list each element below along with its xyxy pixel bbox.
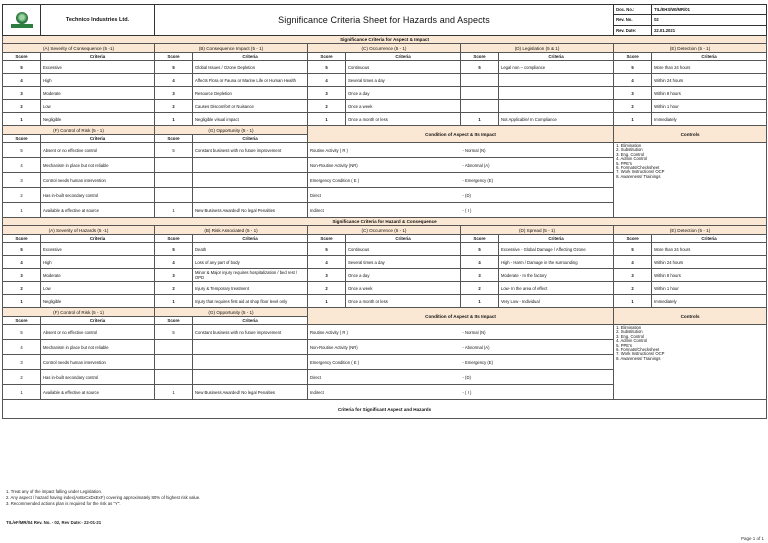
criteria-header: Criteria	[499, 235, 614, 243]
criteria-row	[3, 282, 767, 295]
control-item: 8. Awareness/ Trainings	[616, 355, 661, 361]
section-heading: (E) Detection (5 - 1)	[614, 226, 767, 235]
score-value: 2	[461, 282, 499, 295]
criteria-text: New Business Awarded/ No legal Penalties	[193, 385, 308, 400]
controls-list	[614, 325, 767, 400]
criteria-header: Criteria	[193, 235, 308, 243]
condition-text: Emergency Condition ( E )	[308, 173, 461, 188]
control-item: 2. Substitution	[616, 329, 643, 335]
section-row	[3, 308, 767, 317]
score-value: 1	[308, 113, 346, 126]
score-value: 4	[3, 340, 41, 355]
score-value: 2	[3, 100, 41, 113]
criteria-text: Low	[41, 282, 155, 295]
condition-text: Routine Activity ( R )	[308, 325, 461, 340]
criteria-text: Once a week	[346, 100, 461, 113]
section-heading: (A) Severity of Consequence (5 -1)	[3, 44, 155, 53]
criteria-text: High	[41, 74, 155, 87]
criteria-text: Once a month or less	[346, 113, 461, 126]
criteria-text: Absent or no effective control	[41, 143, 155, 158]
criteria-text	[193, 355, 308, 370]
criteria-text: Within 1 hour	[652, 100, 767, 113]
score-value: 1	[3, 295, 41, 308]
note-2: 2. Any aspect / hazard having index(AxBxCxDxExF) covering approximately 80% of highest risk value.	[6, 495, 201, 500]
condition-code: - (D)	[461, 188, 614, 203]
score-value: 1	[3, 203, 41, 218]
score-header: Score	[155, 235, 193, 243]
control-item: 5. PPE's	[616, 342, 632, 348]
score-value: 1	[155, 113, 193, 126]
notes	[6, 489, 200, 507]
criteria-row	[3, 256, 767, 269]
section-heading: (G) Opportunity (5 - 1)	[155, 126, 308, 135]
section-heading: (E) Detection (5 - 1)	[614, 44, 767, 53]
criteria-text	[193, 340, 308, 355]
criteria-text: Available & effective at source	[41, 203, 155, 218]
score-value	[461, 87, 499, 100]
control-row	[3, 325, 767, 340]
score-value: 3	[308, 87, 346, 100]
criteria-header: Criteria	[193, 317, 308, 325]
criteria-text: Negligible visual impact	[193, 113, 308, 126]
logo-cell	[3, 5, 41, 36]
score-value: 5	[308, 61, 346, 74]
section-heading: (C) Occurrence (5 - 1)	[308, 226, 461, 235]
score-value: 2	[3, 282, 41, 295]
page-title: Significance Criteria Sheet for Hazards and Aspects	[155, 5, 614, 36]
criteria-header: Criteria	[652, 235, 767, 243]
condition-code: - Emergency (E)	[461, 173, 614, 188]
criteria-text: Several times a day	[346, 256, 461, 269]
criteria-text: Once a week	[346, 282, 461, 295]
column-header-row	[3, 235, 767, 243]
score-value	[155, 355, 193, 370]
criteria-header: Criteria	[193, 53, 308, 61]
criteria-text: Immediately	[652, 295, 767, 308]
criteria-text: Legal non – compliance	[499, 61, 614, 74]
score-header: Score	[461, 53, 499, 61]
page-number: Page 1 of 1	[740, 536, 764, 541]
rev-date-label: Rev. Date:	[614, 25, 652, 35]
control-item: 3. Eng. Control	[616, 151, 644, 157]
score-value: 4	[614, 256, 652, 269]
criteria-text: Excessive	[41, 61, 155, 74]
criteria-text: Within 8 hours	[652, 269, 767, 282]
section-heading: (F) Control of Risk (5 - 1)	[3, 126, 155, 135]
score-value: 2	[614, 282, 652, 295]
rev-no-value: 02	[652, 15, 767, 25]
score-value: 5	[461, 61, 499, 74]
column-header-row	[3, 53, 767, 61]
section-heading: (D) Spread (5 - 1)	[461, 226, 614, 235]
significant-band-row	[3, 400, 767, 419]
score-value: 3	[461, 269, 499, 282]
score-value	[155, 158, 193, 173]
score-value: 5	[155, 61, 193, 74]
score-value	[461, 74, 499, 87]
score-value: 3	[3, 87, 41, 100]
section-heading: (B) Risk Associated (5 - 1)	[155, 226, 308, 235]
score-header: Score	[3, 235, 41, 243]
criteria-text	[193, 370, 308, 385]
note-3: 3. Recommended actions plan is required for the risk as "Y".	[6, 501, 121, 506]
criteria-header: Criteria	[41, 235, 155, 243]
criteria-text: Mechanism in place but not reliable	[41, 158, 155, 173]
score-header: Score	[155, 135, 193, 143]
sheet-table	[2, 4, 767, 419]
criteria-row	[3, 243, 767, 256]
criteria-text	[499, 87, 614, 100]
criteria-text: Moderate - In the factory	[499, 269, 614, 282]
score-value: 4	[3, 74, 41, 87]
criteria-text	[499, 100, 614, 113]
criteria-header: Criteria	[499, 53, 614, 61]
criteria-text: Minor & Major injury requires hospitalization / bed rest / OPD	[193, 269, 308, 282]
score-value: 2	[155, 282, 193, 295]
criteria-text: Has in-built secondary control	[41, 370, 155, 385]
criteria-header: Criteria	[193, 135, 308, 143]
score-value: 3	[155, 87, 193, 100]
significant-band: Criteria for Significant Aspect and Hazards	[3, 400, 767, 419]
condition-code: - Normal (N)	[461, 143, 614, 158]
criteria-header: Criteria	[41, 317, 155, 325]
criteria-text: Affects Flora or Fauna or Marine Life or Human Health	[193, 74, 308, 87]
company-logo-icon	[11, 12, 33, 28]
control-item: 4. Admin Control	[616, 338, 648, 344]
criteria-text	[193, 173, 308, 188]
control-row	[3, 143, 767, 158]
score-value: 2	[3, 188, 41, 203]
score-value	[155, 173, 193, 188]
criteria-text: Not Applicable/ In Compliance	[499, 113, 614, 126]
criteria-text	[499, 74, 614, 87]
doc-no-label: Doc. No.:	[614, 5, 652, 15]
score-header: Score	[155, 317, 193, 325]
control-item: 4. Admin Control	[616, 156, 648, 162]
score-value: 2	[614, 100, 652, 113]
criteria-text: More than 24 hours	[652, 243, 767, 256]
criteria-text: Causes Discomfort or Nuisance	[193, 100, 308, 113]
criteria-text: Very Low - Individual	[499, 295, 614, 308]
criteria-text: Within 24 hours	[652, 74, 767, 87]
condition-text: Non-Routine Activity (NR)	[308, 340, 461, 355]
control-item: 6. Formats/Checksheet	[616, 165, 660, 171]
criteria-text	[193, 158, 308, 173]
section-heading: (B) Consequence Impact (5 - 1)	[155, 44, 308, 53]
score-value: 3	[614, 269, 652, 282]
rev-no-label: Rev. No.	[614, 15, 652, 25]
company-name: Technico Industries Ltd.	[41, 5, 155, 36]
criteria-text: Loss of any part of body	[193, 256, 308, 269]
score-value: 4	[155, 256, 193, 269]
score-value: 2	[3, 370, 41, 385]
criteria-text: Injury & Temporary treatment	[193, 282, 308, 295]
criteria-text	[193, 188, 308, 203]
criteria-text: Absent or no effective control	[41, 325, 155, 340]
score-value: 5	[308, 243, 346, 256]
score-value: 3	[614, 87, 652, 100]
condition-text: Indirect	[308, 203, 461, 218]
score-value: 4	[614, 74, 652, 87]
score-value: 5	[3, 61, 41, 74]
criteria-text: Negligible	[41, 113, 155, 126]
score-value: 3	[3, 269, 41, 282]
criteria-text: Constant business with no future improvement	[193, 325, 308, 340]
criteria-row	[3, 100, 767, 113]
criteria-header: Criteria	[346, 235, 461, 243]
criteria-text: Injury that requires first aid at shop floor level only	[193, 295, 308, 308]
criteria-text: Negligible	[41, 295, 155, 308]
score-value: 5	[3, 325, 41, 340]
score-value: 5	[155, 325, 193, 340]
condition-text: Direct	[308, 188, 461, 203]
control-item: 6. Formats/Checksheet	[616, 347, 660, 353]
condition-code: - Normal (N)	[461, 325, 614, 340]
section-row	[3, 44, 767, 53]
criteria-row	[3, 295, 767, 308]
score-value	[155, 370, 193, 385]
score-value: 4	[3, 158, 41, 173]
score-value: 5	[155, 143, 193, 158]
score-value: 2	[308, 282, 346, 295]
condition-code: - ( I )	[461, 203, 614, 218]
criteria-text: Moderate	[41, 269, 155, 282]
control-item: 8. Awareness/ Trainings	[616, 173, 661, 179]
criteria-text: Low- In the area of effect	[499, 282, 614, 295]
score-header: Score	[308, 53, 346, 61]
score-value: 1	[3, 113, 41, 126]
score-value: 3	[155, 269, 193, 282]
criteria-row	[3, 87, 767, 100]
criteria-row	[3, 61, 767, 74]
condition-code: - ( I )	[461, 385, 614, 400]
criteria-text: Immediately	[652, 113, 767, 126]
criteria-text: More than 24 hours	[652, 61, 767, 74]
controls-header: Controls	[614, 126, 767, 143]
section-heading: (D) Legislation (5 & 1)	[461, 44, 614, 53]
criteria-text: Within 8 hours	[652, 87, 767, 100]
criteria-text: Continuous	[346, 61, 461, 74]
controls-header: Controls	[614, 308, 767, 325]
control-item: 3. Eng. Control	[616, 333, 644, 339]
score-value	[155, 188, 193, 203]
criteria-text: New Business Awarded/ No legal Penalties	[193, 203, 308, 218]
score-value: 4	[155, 74, 193, 87]
control-item: 2. Substitution	[616, 147, 643, 153]
score-value: 3	[3, 355, 41, 370]
band-row	[3, 218, 767, 226]
score-header: Score	[461, 235, 499, 243]
control-item: 1. Elimination	[616, 325, 642, 330]
criteria-header: Criteria	[346, 53, 461, 61]
criteria-row	[3, 74, 767, 87]
score-value: 1	[3, 385, 41, 400]
criteria-row	[3, 113, 767, 126]
score-value: 4	[461, 256, 499, 269]
section-heading: (C) Occurrence (5 - 1)	[308, 44, 461, 53]
criteria-text: Mechanism in place but not reliable	[41, 340, 155, 355]
criteria-header: Criteria	[41, 53, 155, 61]
criteria-text: Control needs human intervention	[41, 173, 155, 188]
section-heading: (F) Control of Risk (5 - 1)	[3, 308, 155, 317]
criteria-text: Excessive	[41, 243, 155, 256]
score-value: 3	[3, 173, 41, 188]
score-header: Score	[614, 235, 652, 243]
score-value: 1	[614, 113, 652, 126]
score-value: 3	[308, 269, 346, 282]
criteria-text: Several times a day	[346, 74, 461, 87]
condition-code: - Emergency (E)	[461, 355, 614, 370]
header-row	[3, 5, 767, 15]
score-value: 1	[155, 203, 193, 218]
criteria-text: Within 1 hour	[652, 282, 767, 295]
score-value: 5	[3, 243, 41, 256]
criteria-text: Available & effective at source	[41, 385, 155, 400]
criteria-text: High	[41, 256, 155, 269]
criteria-text: Low	[41, 100, 155, 113]
condition-code: - Abnormal (A)	[461, 158, 614, 173]
score-value: 1	[461, 295, 499, 308]
score-value: 1	[461, 113, 499, 126]
score-value: 4	[308, 256, 346, 269]
score-header: Score	[3, 135, 41, 143]
criteria-sheet	[2, 4, 766, 419]
score-value: 1	[155, 385, 193, 400]
criteria-text: Excessive - Global Damage / Affecting Ozone	[499, 243, 614, 256]
criteria-text: Global Issues / Ozone Depletion	[193, 61, 308, 74]
score-header: Score	[155, 53, 193, 61]
criteria-text: High - Harm / Damage in the surrounding	[499, 256, 614, 269]
section-heading: (G) Opportunity (5 - 1)	[155, 308, 308, 317]
section-heading: (A) Severity of Hazards (5 -1)	[3, 226, 155, 235]
score-header: Score	[3, 53, 41, 61]
controls-list	[614, 143, 767, 218]
aspect-band: Significance Criteria for Aspect & Impact	[3, 36, 767, 44]
score-value: 4	[308, 74, 346, 87]
doc-no-value: TIL/EHS/WI/MR/01	[652, 5, 767, 15]
score-value: 1	[155, 295, 193, 308]
condition-text: Direct	[308, 370, 461, 385]
footer-reference: TIL/eF/MR/04 Rev. No. - 02, Rev Date:- 22-01-21	[6, 520, 102, 525]
score-value: 5	[461, 243, 499, 256]
condition-text: Indirect	[308, 385, 461, 400]
hazard-band: Significance Criteria for Hazard & Consequence	[3, 218, 767, 226]
score-value: 2	[308, 100, 346, 113]
criteria-text: Constant business with no future improvement	[193, 143, 308, 158]
criteria-text: Continuous	[346, 243, 461, 256]
score-header: Score	[308, 235, 346, 243]
score-value: 5	[614, 61, 652, 74]
criteria-text: Resource Depletion	[193, 87, 308, 100]
condition-text: Emergency Condition ( E )	[308, 355, 461, 370]
score-header: Score	[3, 317, 41, 325]
criteria-text: Once a day	[346, 269, 461, 282]
section-row	[3, 126, 767, 135]
criteria-text: Within 24 hours	[652, 256, 767, 269]
criteria-text: Control needs human intervention	[41, 355, 155, 370]
score-header: Score	[614, 53, 652, 61]
score-value: 5	[155, 243, 193, 256]
condition-text: Routine Activity ( R )	[308, 143, 461, 158]
criteria-header: Criteria	[652, 53, 767, 61]
score-value	[461, 100, 499, 113]
condition-header: Condition of Aspect & Its Impact	[308, 308, 614, 325]
condition-header: Condition of Aspect & Its Impact	[308, 126, 614, 143]
criteria-header: Criteria	[41, 135, 155, 143]
section-row	[3, 226, 767, 235]
condition-code: - (D)	[461, 370, 614, 385]
score-value: 5	[3, 143, 41, 158]
score-value: 1	[614, 295, 652, 308]
band-row	[3, 36, 767, 44]
condition-text: Non-Routine Activity (NR)	[308, 158, 461, 173]
note-1: 1. Treat any of the impact falling under Legislation.	[6, 489, 103, 494]
control-item: 7. Work Instructions/ OCP	[616, 169, 665, 175]
criteria-text: Once a month or less	[346, 295, 461, 308]
criteria-text: Has in-built secondary control	[41, 188, 155, 203]
criteria-text: Death	[193, 243, 308, 256]
criteria-text: Once a day	[346, 87, 461, 100]
condition-code: - Abnormal (A)	[461, 340, 614, 355]
score-value: 5	[614, 243, 652, 256]
rev-date-value: 22.01.2021	[652, 25, 767, 35]
score-value: 4	[3, 256, 41, 269]
score-value: 1	[308, 295, 346, 308]
criteria-text: Moderate	[41, 87, 155, 100]
control-item: 7. Work Instructions/ OCP	[616, 351, 665, 357]
control-item: 5. PPE's	[616, 160, 632, 166]
criteria-row	[3, 269, 767, 282]
control-item: 1. Elimination	[616, 143, 642, 148]
score-value: 2	[155, 100, 193, 113]
score-value	[155, 340, 193, 355]
